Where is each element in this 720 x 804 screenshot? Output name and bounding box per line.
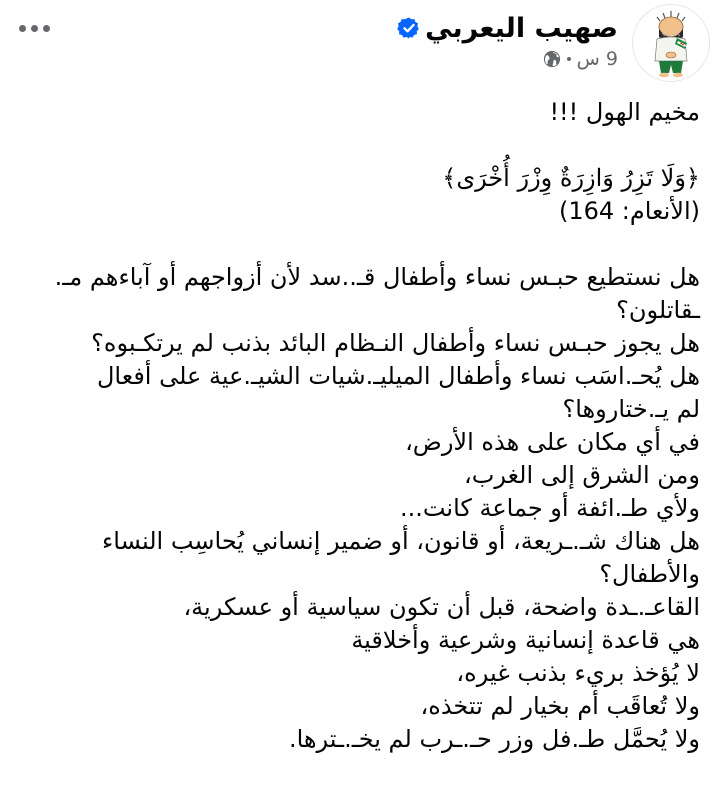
blank-line xyxy=(18,129,700,162)
more-options-button[interactable] xyxy=(14,16,54,40)
blank-line xyxy=(18,228,700,261)
author-name-link[interactable]: صهيب اليعربي xyxy=(425,12,618,44)
post-line: القاعـ.ـدة واضحة، قبل أن تكون سياسية أو عسكرية، xyxy=(183,593,700,621)
post-meta xyxy=(397,46,618,72)
post-text xyxy=(18,96,700,756)
more-options-icon xyxy=(43,25,50,32)
post-line: هل يُحـ.اسَب نساء وأطفال الميليـ.شيات الشيـ.عية على أفعال xyxy=(96,362,700,390)
post-line: لم يـ.ختاروها؟ xyxy=(562,395,700,423)
post-line: ولا يُحمَّل طـ.فل وزر حـ.ـرب لم يخـ.ـترها. xyxy=(288,725,700,753)
post-title: مخيم الهول !!! xyxy=(549,98,700,126)
post-line: هل نستطيع حبـس نساء وأطفال قـ..سد لأن أزواجهم أو آباءهم مـ. xyxy=(54,263,700,291)
post-line: والأطفال؟ xyxy=(599,560,700,588)
more-options-icon xyxy=(31,25,38,32)
post-line: هي قاعدة إنسانية وشرعية وأخلاقية xyxy=(351,626,700,654)
author-avatar[interactable] xyxy=(632,4,710,82)
post-line: ومن الشرق إلى الغرب، xyxy=(464,461,700,489)
post-line: هل هناك شـ.ـريعة، أو قانون، أو ضمير إنساني يُحاسِب النساء xyxy=(101,527,700,555)
post-timestamp-link[interactable]: 9 س xyxy=(576,48,618,70)
separator-dot xyxy=(567,57,571,61)
verse-reference: (الأنعام: 164) xyxy=(558,197,700,225)
post-line: ولأي طـ.ائفة أو جماعة كانت... xyxy=(399,494,700,522)
post-header xyxy=(0,0,720,90)
post-line: ـقاتلون؟ xyxy=(616,296,700,324)
verified-badge-icon xyxy=(397,16,421,40)
more-options-icon xyxy=(19,25,26,32)
globe-icon[interactable] xyxy=(543,50,561,68)
post-line: ولا تُعاقَب أم بخيار لم تتخذه، xyxy=(420,692,700,720)
avatar-cartoon-icon xyxy=(633,5,709,81)
post-line: في أي مكان على هذه الأرض، xyxy=(405,428,700,456)
post-line: لا يُؤخذ بريء بذنب غيره، xyxy=(456,659,700,687)
author-info xyxy=(397,10,618,72)
quran-verse: ﴿وَلَا تَزِرُ وَازِرَةٌ وِزْرَ أُخْرَى﴾ xyxy=(442,164,700,192)
post-line: هل يجوز حبـس نساء وأطفال النـظام البائد بذنب لم يرتكـبوه؟ xyxy=(91,329,700,357)
author-row xyxy=(397,10,618,46)
